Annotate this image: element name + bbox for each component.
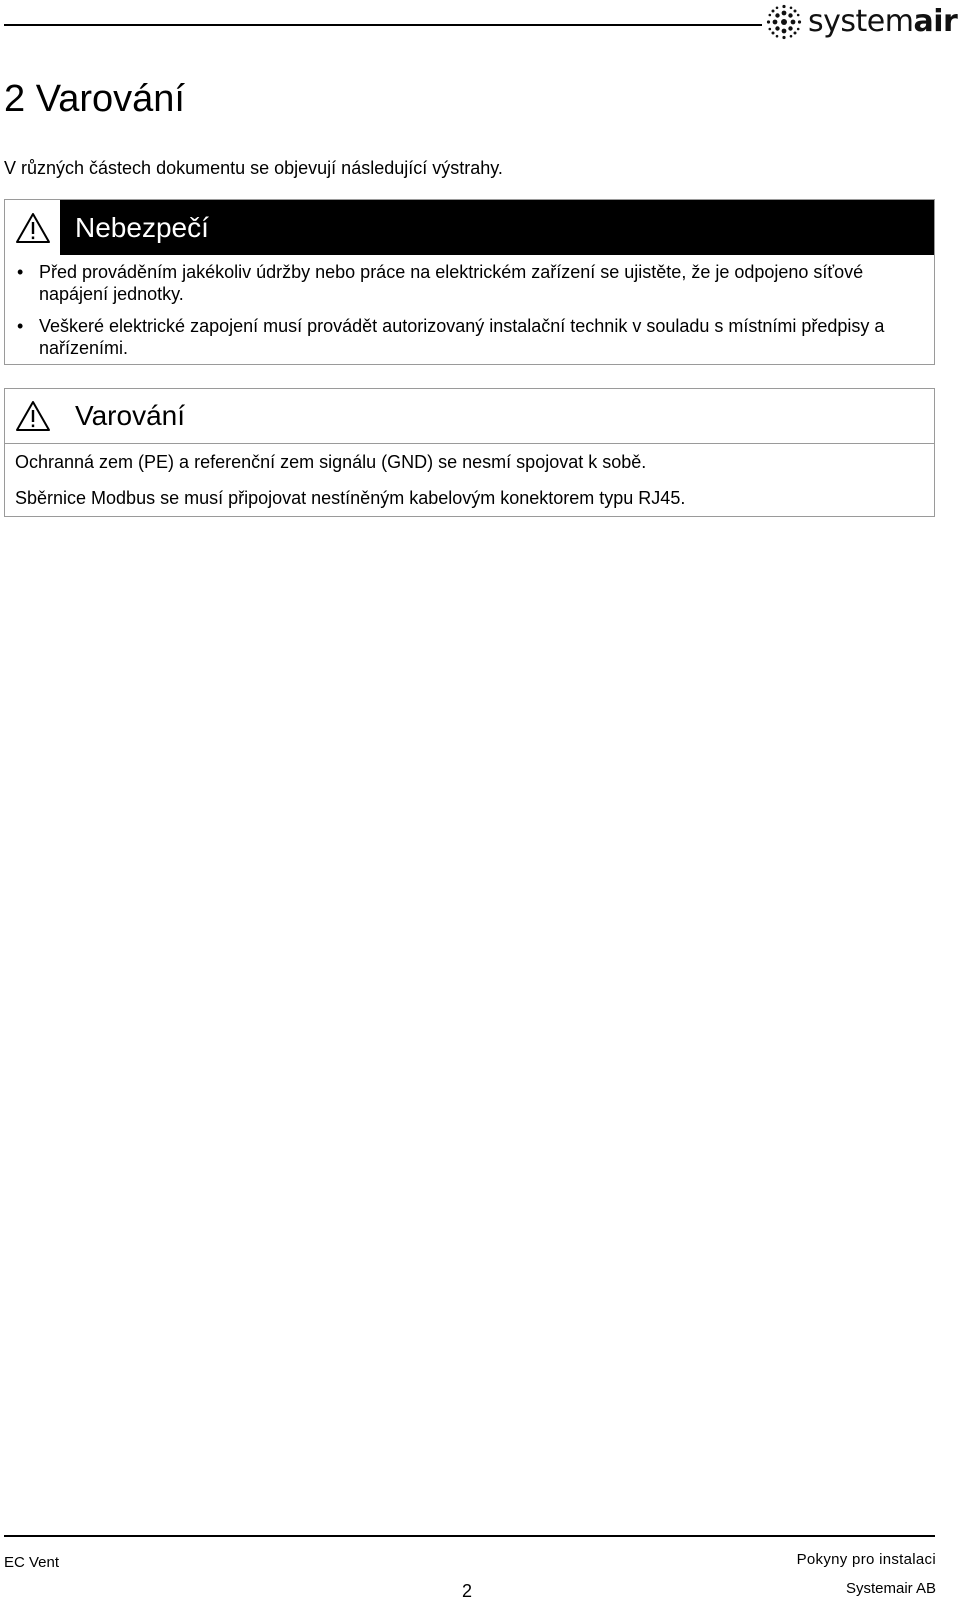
warning-paragraph: Ochranná zem (PE) a referenční zem signálu (GND) se nesmí spojovat k sobě.	[15, 452, 647, 472]
warning-box-header	[5, 389, 934, 444]
intro-text: V různých částech dokumentu se objevují následující výstrahy.	[4, 158, 503, 178]
logo-dots-icon	[766, 4, 802, 40]
warning-icon-cell	[5, 389, 61, 443]
danger-icon-cell	[5, 200, 61, 255]
footer-rule	[4, 1535, 935, 1537]
page-title: 2 Varování	[4, 78, 185, 120]
systemair-logo	[766, 0, 956, 44]
page-number: 2	[462, 1581, 473, 1601]
bullet-icon: •	[17, 316, 24, 336]
footer-company: Systemair AB	[845, 1580, 936, 1597]
danger-box	[4, 199, 935, 365]
bullet-icon: •	[17, 262, 24, 282]
list-item: • Před prováděním jakékoliv údržby nebo práce na elektrickém zařízení se ujistěte, že je odpojeno síťové napájení jednotky.	[17, 262, 864, 304]
warning-triangle-icon	[15, 212, 51, 244]
danger-title: Nebezpečí	[75, 211, 209, 243]
logo-wordmark: systemair	[808, 4, 958, 39]
list-item: • Veškeré elektrické zapojení musí provádět autorizovaný instalační technik v souladu s místními předpisy a nařízeními.	[17, 316, 885, 358]
warning-title: Varování	[75, 400, 185, 431]
footer-product: EC Vent	[4, 1554, 60, 1571]
warning-paragraph: Sběrnice Modbus se musí připojovat nestíněným kabelovým konektorem typu RJ45.	[15, 488, 686, 508]
header-rule	[4, 24, 762, 26]
footer-doc-type: Pokyny pro instalaci	[796, 1551, 936, 1568]
warning-box	[4, 388, 935, 517]
danger-box-header	[5, 200, 934, 255]
danger-list	[5, 261, 934, 359]
warning-triangle-icon	[15, 400, 51, 432]
